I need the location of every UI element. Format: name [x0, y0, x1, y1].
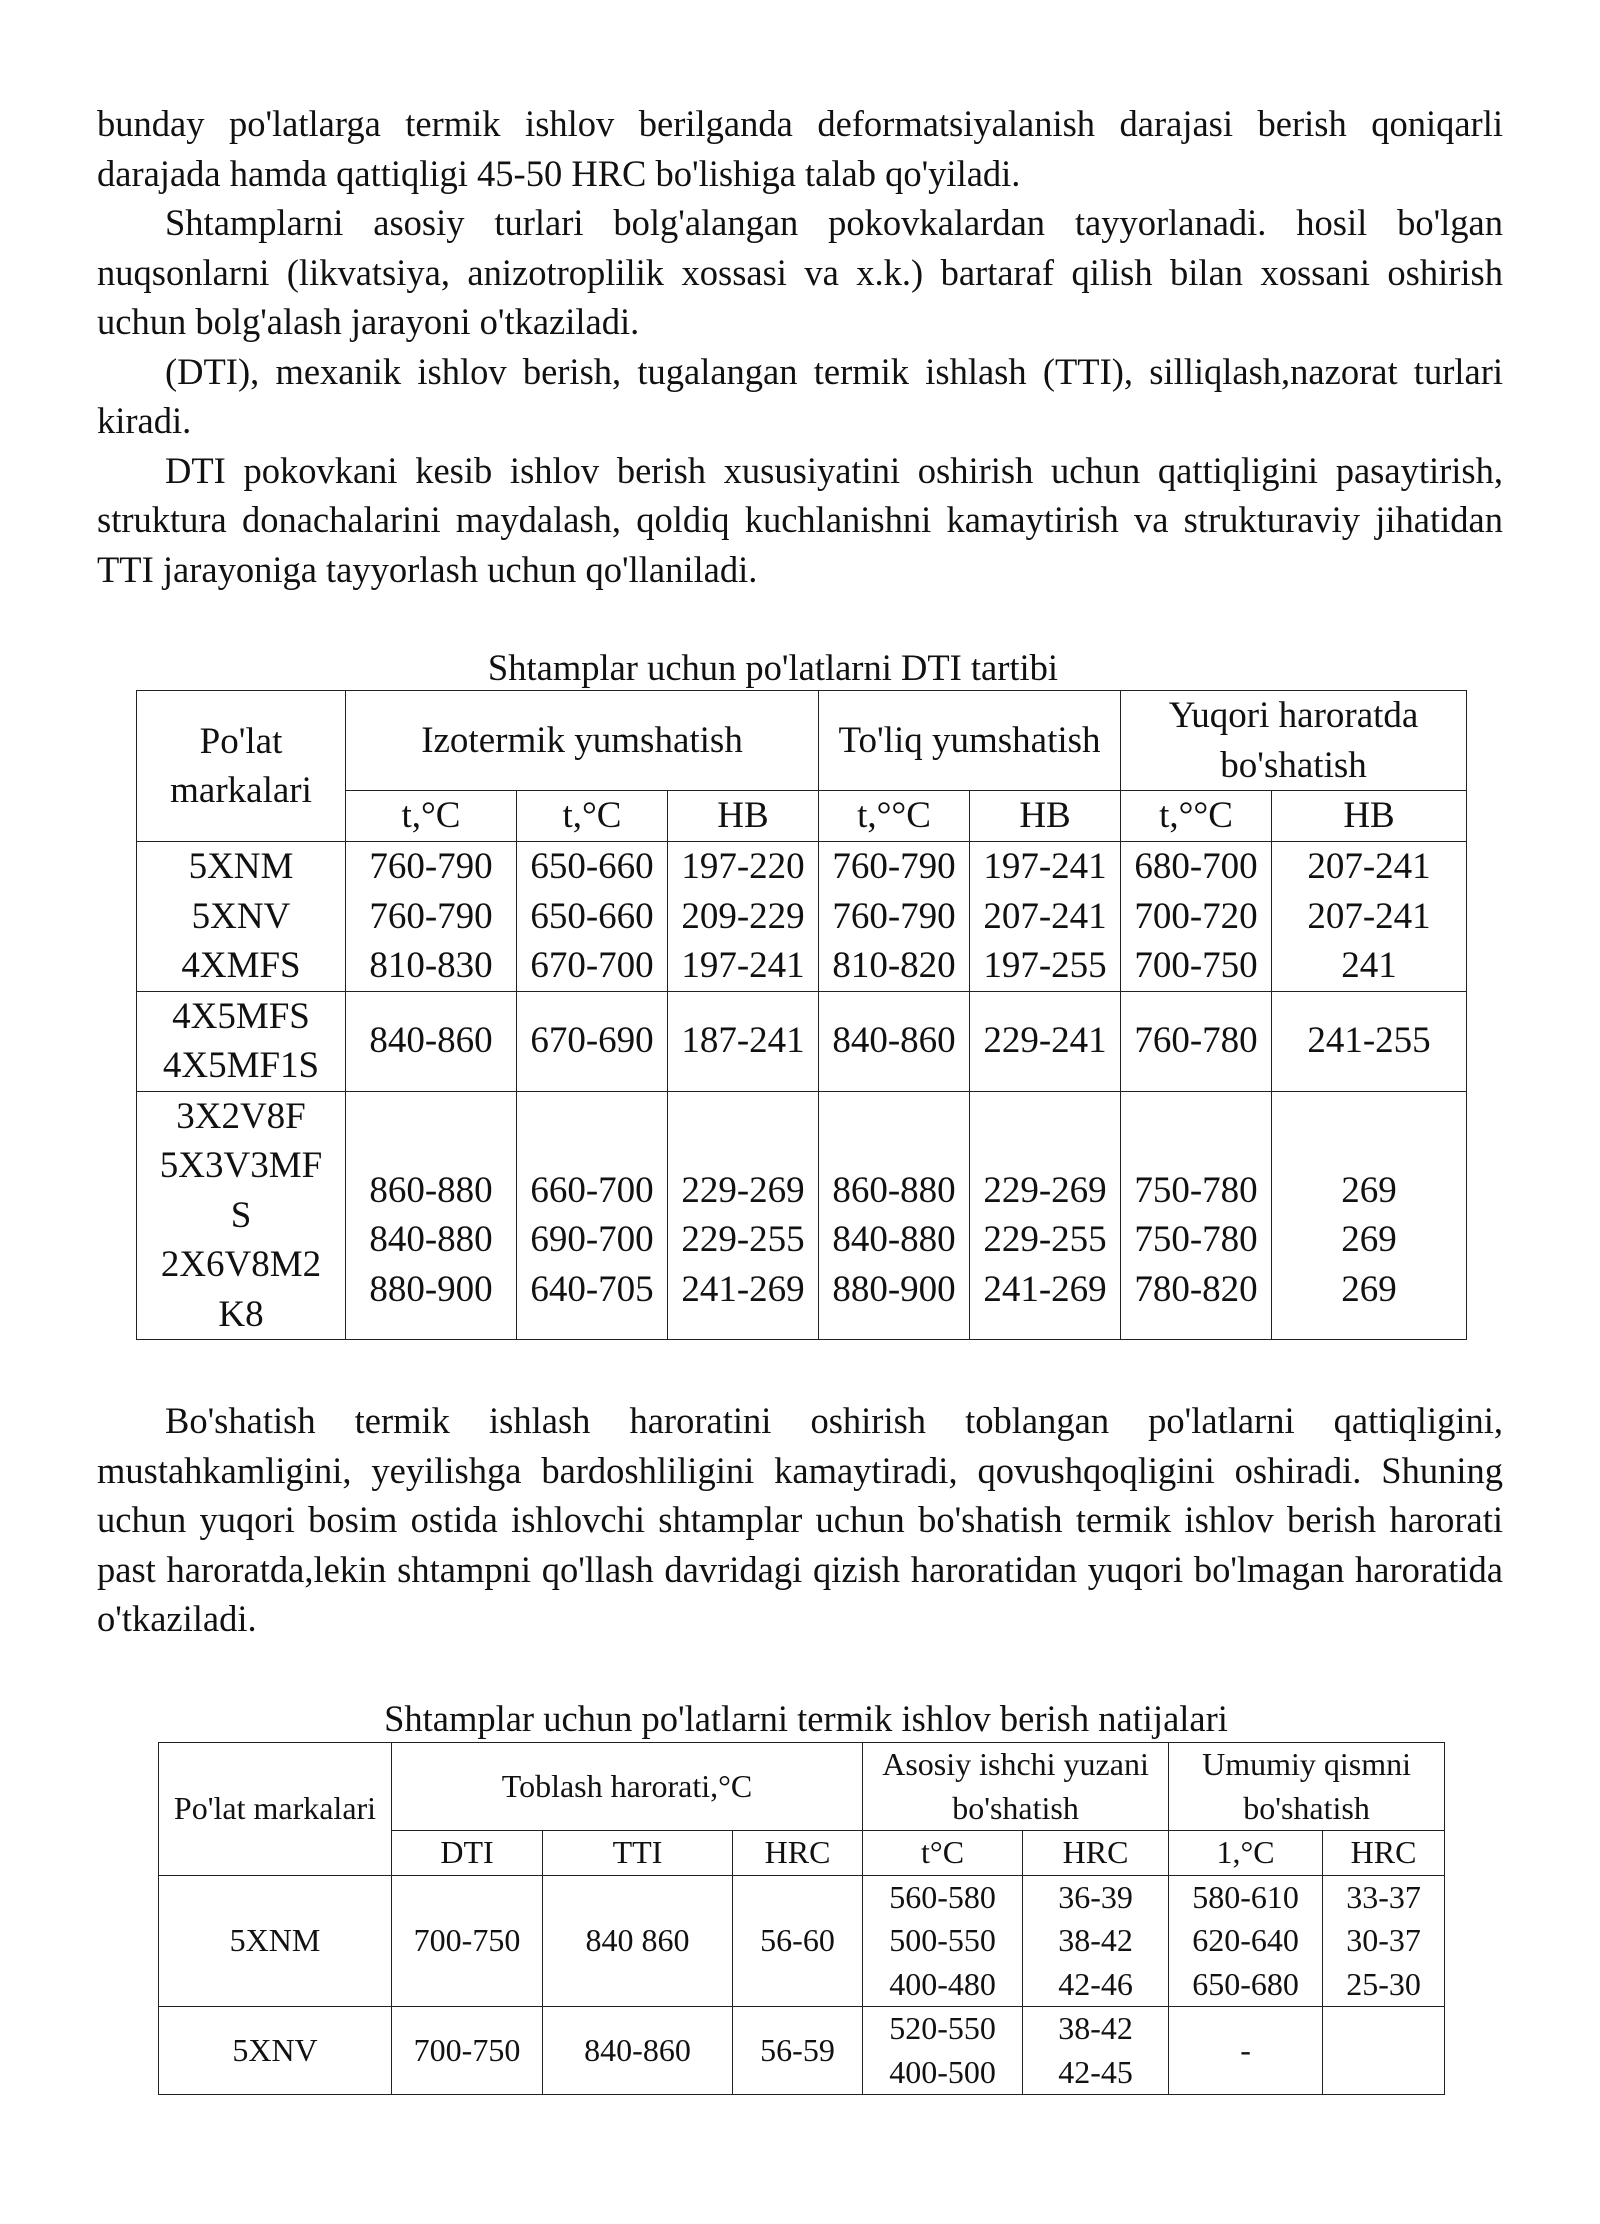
- value-cell: 197-241 207-241 197-255: [970, 842, 1121, 992]
- value-cell: 207-241 207-241 241: [1272, 842, 1467, 992]
- middle-text: [97, 1396, 1503, 1644]
- header-surface-temper: Asosiy ishchi yuzani bo'shatish: [863, 1743, 1169, 1831]
- value-cell: 660-700 690-700 640-705: [517, 1091, 668, 1340]
- subheader-cell: HRC: [1323, 1831, 1445, 1876]
- overall-temp-cell: 580-610 620-640 650-680: [1169, 1875, 1323, 2007]
- overall-hrc-cell: 33-37 30-37 25-30: [1323, 1875, 1445, 2007]
- table-caption: Shtamplar uchun po'latlarni DTI tartibi: [487, 647, 1059, 688]
- value-cell: 670-690: [517, 991, 668, 1091]
- header-isothermal: Izotermik yumshatish: [346, 691, 819, 791]
- hrc-cell: 56-60: [733, 1875, 863, 2007]
- value-cell: 760-790 760-790 810-830: [346, 842, 517, 992]
- subheader-cell: TTI: [543, 1831, 733, 1876]
- tti-cell: 840 860: [543, 1875, 733, 2007]
- dti-cell: 700-750: [392, 1875, 543, 2007]
- hrc-cell: 56-59: [733, 2007, 863, 2095]
- header-overall-temper: Umumiy qismni bo'shatish: [1169, 1743, 1445, 1831]
- table-row: [159, 2007, 1445, 2095]
- value-cell: 650-660 650-660 670-700: [517, 842, 668, 992]
- surface-temp-cell: 520-550 400-500: [863, 2007, 1023, 2095]
- header-grade: Po'lat markalari: [159, 1743, 392, 1876]
- header-full-anneal: To'liq yumshatish: [819, 691, 1121, 791]
- subheader-cell: t°C: [863, 1831, 1023, 1876]
- grade-cell: 3X2V8F 5X3V3MF S 2X6V8M2 K8: [137, 1091, 346, 1340]
- subheader-cell: HB: [1272, 791, 1467, 842]
- subheader-cell: 1,°C: [1169, 1831, 1323, 1876]
- table-caption: Shtamplar uchun po'latlarni termik ishlov berish natijalari: [384, 1698, 1228, 1739]
- value-cell: 229-269 229-255 241-269: [668, 1091, 819, 1340]
- value-cell: 760-780: [1121, 991, 1272, 1091]
- value-cell: 269 269 269: [1272, 1091, 1467, 1340]
- value-cell: 187-241: [668, 991, 819, 1091]
- paragraph: Bo'shatish termik ishlash haroratini oshirish toblangan po'latlarni qattiqligini, mustahkamligini, yeyilishga bardoshliligini kamaytiradi, qovushqoqligini oshiradi. Shuning uchun yuqori bosim ostida ishlovchi shtamplar uchun bo'shatish termik ishlov berish harorati past haroratda,lekin shtampni qo'llash davridagi qizish haroratidan yuqori bo'lmagan haroratida o'tkaziladi.: [97, 1400, 1503, 1639]
- paragraph: Shtamplarni asosiy turlari bolg'alangan pokovkalardan tayyorlanadi. hosil bo'lgan nuqsonlarni (likvatsiya, anizotroplilik xossasi va x.k.) bartaraf qilish bilan xossani oshirish uchun bolg'alash jarayoni o'tkaziladi.: [97, 202, 1503, 342]
- heat-treatment-results-table: [158, 1742, 1445, 2095]
- subheader-cell: HRC: [1023, 1831, 1169, 1876]
- value-cell: 750-780 750-780 780-820: [1121, 1091, 1272, 1340]
- header-quench: Toblash harorati,°C: [392, 1743, 863, 1831]
- value-cell: 760-790 760-790 810-820: [819, 842, 970, 992]
- tti-cell: 840-860: [543, 2007, 733, 2095]
- subheader-cell: HB: [668, 791, 819, 842]
- subheader-cell: t,°C: [517, 791, 668, 842]
- value-cell: 860-880 840-880 880-900: [819, 1091, 970, 1340]
- table-row: [137, 1091, 1467, 1340]
- value-cell: 840-860: [819, 991, 970, 1091]
- value-cell: 229-269 229-255 241-269: [970, 1091, 1121, 1340]
- header-grade: Po'lat markalari: [137, 691, 346, 842]
- table-row: [137, 991, 1467, 1091]
- surface-temp-cell: 560-580 500-550 400-480: [863, 1875, 1023, 2007]
- table-row: [159, 1875, 1445, 2007]
- overall-temp-cell: -: [1169, 2007, 1323, 2095]
- subheader-cell: DTI: [392, 1831, 543, 1876]
- header-high-temper: Yuqori haroratda bo'shatish: [1121, 691, 1467, 791]
- value-cell: 197-220 209-229 197-241: [668, 842, 819, 992]
- subheader-cell: HRC: [733, 1831, 863, 1876]
- value-cell: 229-241: [970, 991, 1121, 1091]
- paragraph: bunday po'latlarga termik ishlov berilganda deformatsiyalanish darajasi berish qoniqarli darajada hamda qattiqligi 45-50 HRC bo'lishiga talab qo'yiladi.: [97, 103, 1503, 194]
- table-row: [137, 842, 1467, 992]
- subheader-cell: t,°C: [346, 791, 517, 842]
- paragraph: (DTI), mexanik ishlov berish, tugalangan termik ishlash (TTI), silliqlash,nazorat turlari kiradi.: [97, 350, 1503, 441]
- grade-cell: 5XNM: [159, 1875, 392, 2007]
- value-cell: 680-700 700-720 700-750: [1121, 842, 1272, 992]
- value-cell: 840-860: [346, 991, 517, 1091]
- grade-cell: 4X5MFS 4X5MF1S: [137, 991, 346, 1091]
- subheader-cell: t,°°C: [1121, 791, 1272, 842]
- intro-text: [97, 99, 1503, 594]
- table-body: [159, 1875, 1445, 2095]
- subheader-cell: HB: [970, 791, 1121, 842]
- grade-cell: 5XNM 5XNV 4XMFS: [137, 842, 346, 992]
- surface-hrc-cell: 36-39 38-42 42-46: [1023, 1875, 1169, 2007]
- dti-mode-table: [136, 690, 1467, 1340]
- grade-cell: 5XNV: [159, 2007, 392, 2095]
- value-cell: 241-255: [1272, 991, 1467, 1091]
- surface-hrc-cell: 38-42 42-45: [1023, 2007, 1169, 2095]
- subheader-cell: t,°°C: [819, 791, 970, 842]
- table-body: [137, 842, 1467, 1340]
- overall-hrc-cell: [1323, 2007, 1445, 2095]
- dti-cell: 700-750: [392, 2007, 543, 2095]
- paragraph: DTI pokovkani kesib ishlov berish xususiyatini oshirish uchun qattiqligini pasaytirish, struktura donachalarini maydalash, qoldiq kuchlanishni kamaytirish va strukturaviy jihatidan TTI jarayoniga tayyorlash uchun qo'llaniladi.: [97, 449, 1503, 590]
- value-cell: 860-880 840-880 880-900: [346, 1091, 517, 1340]
